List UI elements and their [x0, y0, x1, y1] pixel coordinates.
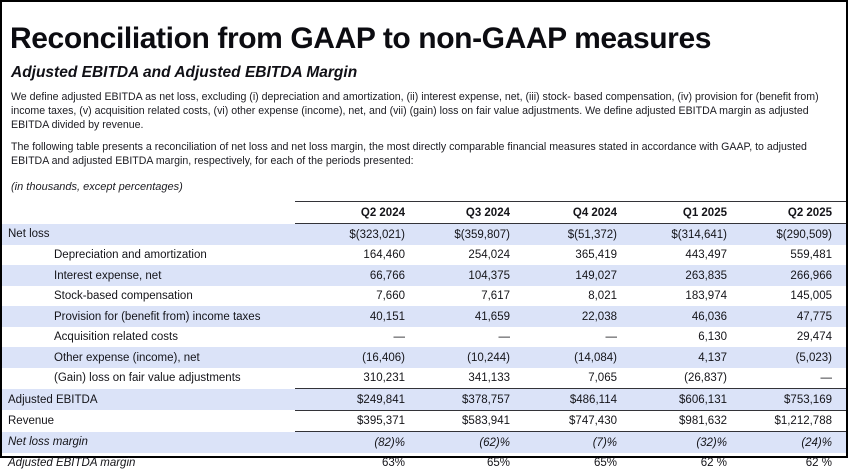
- cell-value: $486,114: [510, 389, 617, 411]
- cell-value: 559,481: [790, 249, 832, 262]
- cell-value: $606,131: [617, 389, 727, 411]
- cell-value: 164,460: [363, 249, 405, 262]
- cell-value: $(314,641): [617, 224, 727, 245]
- table-row: [2, 410, 846, 432]
- cell-value: (14,084): [510, 347, 617, 368]
- table-row: [2, 347, 846, 368]
- cell-value: (26,837): [684, 372, 727, 385]
- cell-value: $1,212,788: [727, 410, 846, 432]
- cell-value: 65%: [593, 457, 617, 470]
- table-row: [2, 327, 846, 348]
- cell-value: (32)%: [617, 432, 727, 453]
- cell-value: 40,151: [295, 306, 405, 327]
- cell-value: —: [605, 331, 617, 344]
- period-column-header: Q1 2025: [617, 202, 727, 224]
- cell-value: (82)%: [295, 432, 405, 453]
- table-row: [2, 245, 846, 266]
- period-column-header: Q3 2024: [405, 202, 510, 224]
- cell-value: $583,941: [405, 410, 510, 432]
- cell-value: 41,659: [405, 306, 510, 327]
- table-row: [2, 224, 846, 245]
- cell-value: 183,974: [685, 290, 727, 303]
- cell-value: 22,038: [510, 306, 617, 327]
- cell-value: 266,966: [727, 265, 846, 286]
- cell-value: 66,766: [295, 265, 405, 286]
- reconciliation-table: [2, 201, 846, 473]
- row-label: Net loss margin: [2, 432, 295, 453]
- cell-value: 7,065: [588, 372, 617, 385]
- cell-value: $747,430: [510, 410, 617, 432]
- table-row: [2, 453, 846, 473]
- definition-paragraph: We define adjusted EBITDA as net loss, excluding (i) depreciation and amortization, (ii) interest expense, net, (iii) stock- based compensation, (iv) provision for (benefit from) income taxes, (v) acquisition related costs, (vi) other expense (income), net, and (vii) (gain) loss on fair value adjustments. We define adjusted EBITDA margin as adjusted EBITDA divided by revenue.: [11, 91, 819, 132]
- table-row: [2, 389, 846, 411]
- row-label: Net loss: [2, 224, 295, 245]
- cell-value: $981,632: [617, 410, 727, 432]
- row-label: Acquisition related costs: [54, 331, 179, 344]
- table-row: [2, 306, 846, 327]
- row-label: Depreciation and amortization: [54, 249, 207, 262]
- cell-value: $753,169: [727, 389, 846, 411]
- cell-value: 7,617: [481, 290, 510, 303]
- cell-value: 63%: [381, 457, 405, 470]
- cell-value: 46,036: [617, 306, 727, 327]
- cell-value: 29,474: [796, 331, 832, 344]
- table-row: [2, 432, 846, 453]
- cell-value: 47,775: [727, 306, 846, 327]
- cell-value: (24)%: [727, 432, 846, 453]
- units-note: (in thousands, except percentages): [11, 181, 183, 194]
- cell-value: 443,497: [685, 249, 727, 262]
- page-title: Reconciliation from GAAP to non-GAAP measures: [10, 22, 712, 55]
- row-label: Revenue: [8, 415, 55, 428]
- cell-value: $(323,021): [295, 224, 405, 245]
- period-column-header: Q2 2024: [295, 202, 405, 224]
- cell-value: $(290,509): [727, 224, 846, 245]
- cell-value: 104,375: [405, 265, 510, 286]
- cell-value: 7,660: [376, 290, 405, 303]
- table-header-row: [2, 202, 846, 224]
- label-column-header: [2, 202, 295, 224]
- table-row: [2, 265, 846, 286]
- table-row: [2, 368, 846, 389]
- row-label: Stock-based compensation: [54, 290, 193, 303]
- row-label: Interest expense, net: [2, 265, 295, 286]
- period-column-header: Q2 2025: [727, 202, 846, 224]
- cell-value: 310,231: [363, 372, 405, 385]
- cell-value: $249,841: [295, 389, 405, 411]
- cell-value: 4,137: [617, 347, 727, 368]
- cell-value: 8,021: [588, 290, 617, 303]
- cell-value: 65%: [486, 457, 510, 470]
- row-label: Adjusted EBITDA: [2, 389, 295, 411]
- intro-paragraph: The following table presents a reconciliation of net loss and net loss margin, the most directly comparable financial measures stated in accordance with GAAP, to adjusted EBITDA and adjusted EBITDA margin, respectively, for each of the periods presented:: [11, 141, 807, 168]
- section-subtitle: Adjusted EBITDA and Adjusted EBITDA Margin: [11, 64, 358, 81]
- cell-value: 263,835: [617, 265, 727, 286]
- row-label: (Gain) loss on fair value adjustments: [54, 372, 241, 385]
- cell-value: 254,024: [468, 249, 510, 262]
- cell-value: 6,130: [698, 331, 727, 344]
- cell-value: $395,371: [295, 410, 405, 432]
- period-column-header: Q4 2024: [510, 202, 617, 224]
- cell-value: —: [820, 372, 832, 385]
- cell-value: 341,133: [468, 372, 510, 385]
- cell-value: (16,406): [295, 347, 405, 368]
- cell-value: —: [393, 331, 405, 344]
- cell-value: $(359,807): [405, 224, 510, 245]
- row-label: Adjusted EBITDA margin: [8, 457, 136, 470]
- table-row: [2, 286, 846, 307]
- row-label: Other expense (income), net: [2, 347, 295, 368]
- cell-value: (10,244): [405, 347, 510, 368]
- cell-value: 62 %: [805, 457, 832, 470]
- cell-value: 149,027: [510, 265, 617, 286]
- cell-value: 365,419: [575, 249, 617, 262]
- cell-value: (7)%: [510, 432, 617, 453]
- cell-value: (62)%: [405, 432, 510, 453]
- cell-value: —: [498, 331, 510, 344]
- cell-value: 145,005: [790, 290, 832, 303]
- cell-value: (5,023): [727, 347, 846, 368]
- row-label: Provision for (benefit from) income taxes: [2, 306, 295, 327]
- cell-value: $378,757: [405, 389, 510, 411]
- cell-value: $(51,372): [510, 224, 617, 245]
- cell-value: 62 %: [700, 457, 727, 470]
